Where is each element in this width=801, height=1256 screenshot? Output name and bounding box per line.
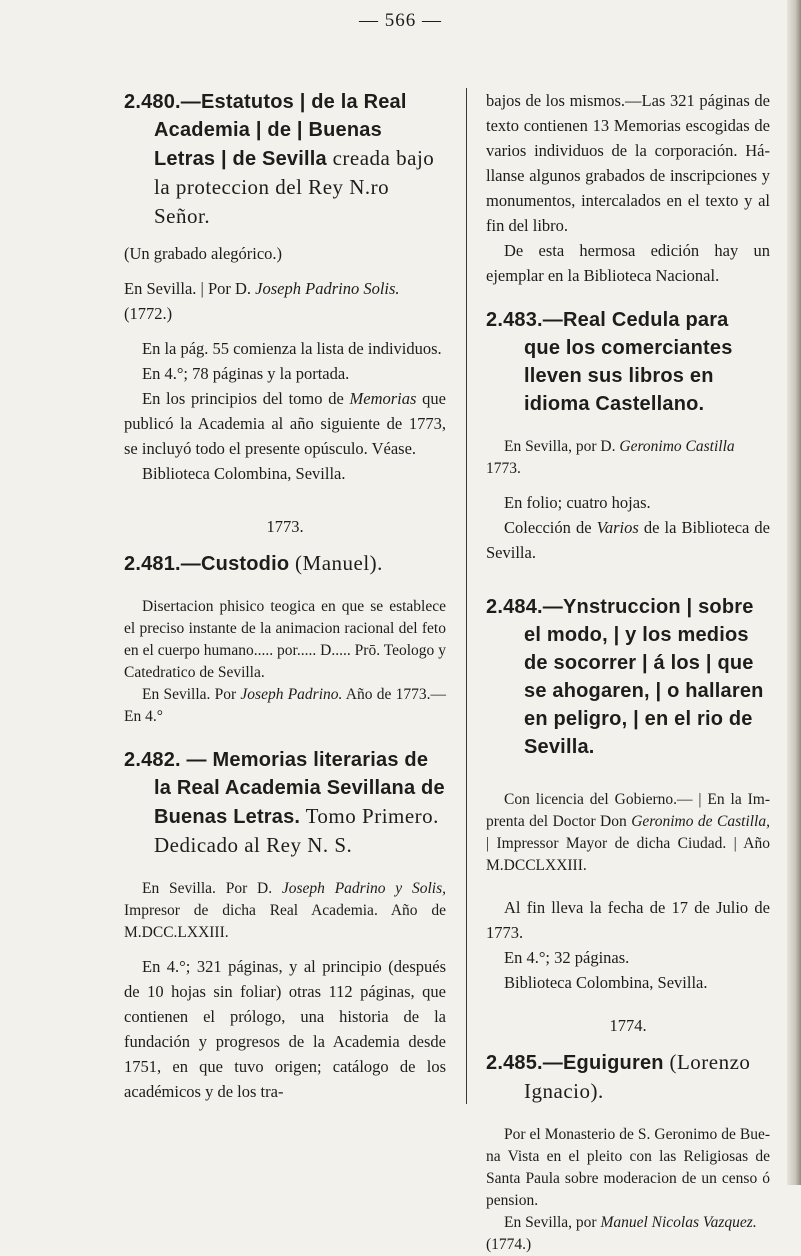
entry-2482-imprint: En Sevilla. Por D. Joseph Padrino y Solis, Impresor de dicha Real Academia. Año de M.DCC.LXXIII. [124,880,446,941]
year-heading-1774: 1774. [609,1016,647,1035]
entry-2484-date-note: Al fin lleva la fecha de 17 de Julio de 1773. [486,898,770,942]
entry-2485-title: Por el Monasterio de S. Geronimo de Buena Vista en el pleito con las Religiosas de Santa Paula sobre moderacion de un censo ó pension. [486,1126,770,1209]
entry-2485-imprint: En Sevilla, por Manuel Nicolas Vazquez. (1774.) [486,1214,757,1253]
entry-2484-heading: 2.484.—Ynstruccion | sobre el modo, | y los medios de socorrer | á los | que se ahogaren, | o hallaren en peligro, | en el rio de Sevilla. [486,596,764,758]
entry-2482 [124,746,446,1104]
page-number: — 566 — [359,10,442,31]
entry-2482-copy-note: De esta hermosa edición hay un ejemplar en la Biblioteca Nacional. [486,241,770,285]
entry-2482-continued [486,88,770,288]
entry-2481 [124,549,446,728]
left-column [124,88,446,1104]
entry-2483-location: Colección de Varios de la Biblioteca de Sevilla. [486,518,770,562]
entry-2481-imprint: En Sevilla. Por Joseph Padrino. Año de 1773.—En 4.° [124,686,446,725]
entry-2483-imprint: En Sevilla, por D. Geronimo Castilla 1773. [486,438,735,477]
entry-2484-imprint: Con licencia del Gobierno.— | En la Imprenta del Doctor Don Geronimo de Castilla, | Impressor Mayor de dicha Ciudad. | Año M.DCCLXXIII. [486,791,770,874]
entry-2480-note-3: En los principios del tomo de Memorias que publicó la Academia al año siguiente de 1773, se incluyó todo el presente opúsculo. Véase. [124,389,446,458]
page-edge-shadow [787,0,801,1185]
entry-2484-format: En 4.°; 32 páginas. [504,948,630,967]
entry-2485 [486,1048,770,1256]
entry-2480-note-2: En 4.°; 78 páginas y la portada. [142,364,350,383]
entry-2480-note-1: En la pág. 55 comienza la lista de individuos. [142,339,442,358]
entry-2480-imprint: En Sevilla. | Por D. Joseph Padrino Solis. (1772.) [124,279,400,323]
entry-2483-format: En folio; cuatro hojas. [504,493,651,512]
entry-2481-heading: 2.481.—Custodio (Manuel). [124,551,383,575]
entry-2480 [124,88,446,486]
entry-2480-heading: 2.480.—Estatutos | de la Real Academia | de | Buenas Letras | de Sevilla creada bajo la proteccion del Rey N.ro Señor. [124,91,435,228]
entry-2482-continued-text: bajos de los mismos.—Las 321 páginas de texto contienen 13 Memorias escogidas de varios individuos de la corporación. Hállanse algunos grabados de inscripciones y monumentos, intercalados en el texto y al fin del libro. [486,91,770,235]
entry-2480-location: Biblioteca Colombina, Sevilla. [142,464,346,483]
right-column [486,88,770,1256]
entry-2482-description: En 4.°; 321 páginas, y al principio (después de 10 hojas sin foliar) otras 112 páginas, que contienen el prólogo, una historia de la fundación y progresos de la Academia desde 1751, en que tuvo origen; catálogo de los académicos y de los tra- [124,957,446,1101]
entry-2481-title: Disertacion phisico teogica en que se establece el preciso instante de la animacion racional del feto en el cuerpo humano..... por..... D..... Prō. Teologo y Catedratico de Sevilla. [124,598,446,681]
entry-2483-heading: 2.483.—Real Cedula para que los comerciantes lleven sus libros en idioma Castellano. [486,309,733,415]
year-heading-1773: 1773. [266,517,304,536]
entry-2484-location: Biblioteca Colombina, Sevilla. [504,973,708,992]
entry-2482-heading: 2.482. — Memorias literarias de la Real Academia Sevillana de Buenas Letras. Tomo Primero. Dedicado al Rey N. S. [124,749,445,857]
column-divider [466,88,467,1104]
entry-2483 [486,306,770,565]
entry-2484 [486,593,770,995]
entry-2480-engraving-note: (Un grabado alegórico.) [124,244,283,263]
entry-2485-heading: 2.485.—Eguiguren (Lorenzo Ignacio). [486,1050,751,1103]
